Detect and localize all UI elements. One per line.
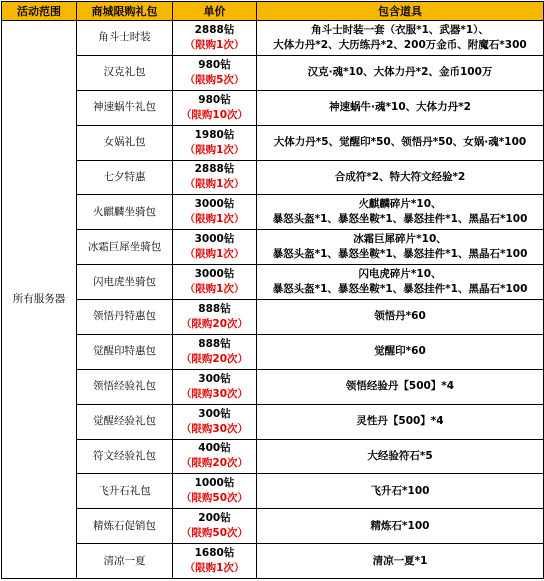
price-value: 3000钻 [194, 268, 235, 281]
table-row [2, 404, 544, 439]
items-cell [257, 21, 544, 56]
purchase-limit: （限购30次） [180, 422, 249, 435]
purchase-limit: （限购30次） [180, 387, 249, 400]
items-cell [257, 369, 544, 404]
item-line: 大经验符石*5 [367, 449, 433, 462]
price-value: 2888钻 [194, 163, 235, 176]
price-cell [173, 265, 257, 300]
price-cell [173, 300, 257, 335]
pack-name: 精炼石促销包 [77, 509, 173, 544]
price-cell [173, 160, 257, 195]
pack-name: 领悟经验礼包 [77, 369, 173, 404]
price-value: 888钻 [198, 337, 231, 350]
item-line: 冰霜巨犀碎片*10、 [353, 233, 447, 246]
price-value: 1980钻 [194, 128, 235, 141]
item-line: 神速蜗牛·魂*10、大体力丹*2 [329, 101, 471, 114]
price-value: 980钻 [198, 58, 231, 71]
item-line: 闪电虎碎片*10、 [358, 268, 442, 281]
price-cell [173, 369, 257, 404]
price-value: 300钻 [198, 372, 231, 385]
price-value: 300钻 [198, 407, 231, 420]
purchase-limit: （限购5次） [184, 73, 245, 86]
table-row [2, 509, 544, 544]
price-cell [173, 509, 257, 544]
pack-name: 女娲礼包 [77, 125, 173, 160]
price-cell [173, 230, 257, 265]
table-row [2, 195, 544, 230]
table-row [2, 334, 544, 369]
table-row [2, 300, 544, 335]
price-cell [173, 544, 257, 579]
item-line: 暴怒头盔*1、暴怒坐鞍*1、暴怒挂件*1、黑晶石*100 [272, 248, 528, 261]
table-row [2, 439, 544, 474]
item-line: 暴怒头盔*1、暴怒坐鞍*1、暴怒挂件*1、黑晶石*100 [272, 213, 528, 226]
purchase-limit: （限购1次） [184, 248, 245, 261]
items-cell [257, 544, 544, 579]
items-cell [257, 125, 544, 160]
purchase-limit: （限购1次） [184, 178, 245, 191]
items-cell [257, 55, 544, 90]
purchase-limit: （限购50次） [180, 492, 249, 505]
header-row [2, 2, 544, 21]
price-value: 2888钻 [194, 23, 235, 36]
purchase-limit: （限购10次） [180, 108, 249, 121]
price-cell [173, 334, 257, 369]
item-line: 精炼石*100 [370, 519, 430, 532]
table-body [2, 21, 544, 579]
header-items: 包含道具 [257, 2, 544, 21]
pack-name: 角斗士时装 [77, 21, 173, 56]
item-line: 觉醒印*60 [374, 345, 426, 358]
purchase-limit: （限购1次） [184, 38, 245, 51]
purchase-limit: （限购1次） [184, 283, 245, 296]
item-line: 火麒麟碎片*10、 [358, 198, 442, 211]
pack-name: 领悟丹特惠包 [77, 300, 173, 335]
pack-name: 飞升石礼包 [77, 474, 173, 509]
price-value: 200钻 [198, 512, 231, 525]
table-row [2, 230, 544, 265]
table-row [2, 544, 544, 579]
item-line: 清凉一夏*1 [372, 554, 428, 567]
purchase-limit: （限购20次） [180, 457, 249, 470]
items-cell [257, 439, 544, 474]
table-row [2, 21, 544, 56]
items-cell [257, 300, 544, 335]
item-line: 领悟丹*60 [374, 310, 426, 323]
table-row [2, 125, 544, 160]
purchase-limit: （限购1次） [184, 213, 245, 226]
item-line: 合成符*2、特大符文经验*2 [334, 170, 466, 183]
items-cell [257, 90, 544, 125]
header-price: 单价 [173, 2, 257, 21]
items-cell [257, 474, 544, 509]
table-row [2, 369, 544, 404]
price-value: 3000钻 [194, 233, 235, 246]
items-cell [257, 334, 544, 369]
pack-name: 冰霜巨犀坐骑包 [77, 230, 173, 265]
items-cell [257, 230, 544, 265]
shop-limited-pack-table [1, 1, 544, 579]
item-line: 领悟经验丹【500】*4 [345, 380, 455, 393]
price-value: 980钻 [198, 93, 231, 106]
pack-name: 七夕特惠 [77, 160, 173, 195]
header-scope: 活动范围 [2, 2, 77, 21]
items-cell [257, 404, 544, 439]
price-cell [173, 125, 257, 160]
table-row [2, 160, 544, 195]
price-cell [173, 21, 257, 56]
price-value: 1000钻 [194, 477, 235, 490]
header-pack: 商城限购礼包 [77, 2, 173, 21]
pack-name: 火麒麟坐骑包 [77, 195, 173, 230]
items-cell [257, 265, 544, 300]
item-line: 飞升石*100 [370, 484, 430, 497]
price-cell [173, 195, 257, 230]
pack-name: 觉醒经验礼包 [77, 404, 173, 439]
purchase-limit: （限购50次） [180, 527, 249, 540]
price-value: 1680钻 [194, 547, 235, 560]
purchase-limit: （限购1次） [184, 562, 245, 575]
price-value: 888钻 [198, 302, 231, 315]
item-line: 大体力丹*2、大历练丹*2、200万金币、附魔石*300 [273, 38, 527, 51]
pack-name: 清凉一夏 [77, 544, 173, 579]
price-cell [173, 90, 257, 125]
table-row [2, 90, 544, 125]
item-line: 暴怒头盔*1、暴怒坐鞍*1、暴怒挂件*1、黑晶石*100 [272, 283, 528, 296]
item-line: 灵性丹【500】*4 [356, 415, 444, 428]
purchase-limit: （限购20次） [180, 352, 249, 365]
pack-name: 汉克礼包 [77, 55, 173, 90]
items-cell [257, 160, 544, 195]
items-cell [257, 195, 544, 230]
price-cell [173, 55, 257, 90]
price-value: 3000钻 [194, 198, 235, 211]
price-cell [173, 404, 257, 439]
price-cell [173, 474, 257, 509]
items-cell [257, 509, 544, 544]
price-value: 400钻 [198, 442, 231, 455]
price-cell [173, 439, 257, 474]
purchase-limit: （限购20次） [180, 317, 249, 330]
table-row [2, 55, 544, 90]
pack-name: 觉醒印特惠包 [77, 334, 173, 369]
item-line: 角斗士时装一套（衣服*1、武器*1）、 [311, 23, 489, 36]
scope-cell: 所有服务器 [2, 21, 77, 579]
item-line: 汉克·魂*10、大体力丹*2、金币100万 [307, 66, 493, 79]
item-line: 大体力丹*5、觉醒印*50、领悟丹*50、女娲·魂*100 [273, 136, 527, 149]
pack-name: 神速蜗牛礼包 [77, 90, 173, 125]
pack-name: 符文经验礼包 [77, 439, 173, 474]
pack-name: 闪电虎坐骑包 [77, 265, 173, 300]
table-row [2, 265, 544, 300]
purchase-limit: （限购1次） [184, 143, 245, 156]
table-row [2, 474, 544, 509]
